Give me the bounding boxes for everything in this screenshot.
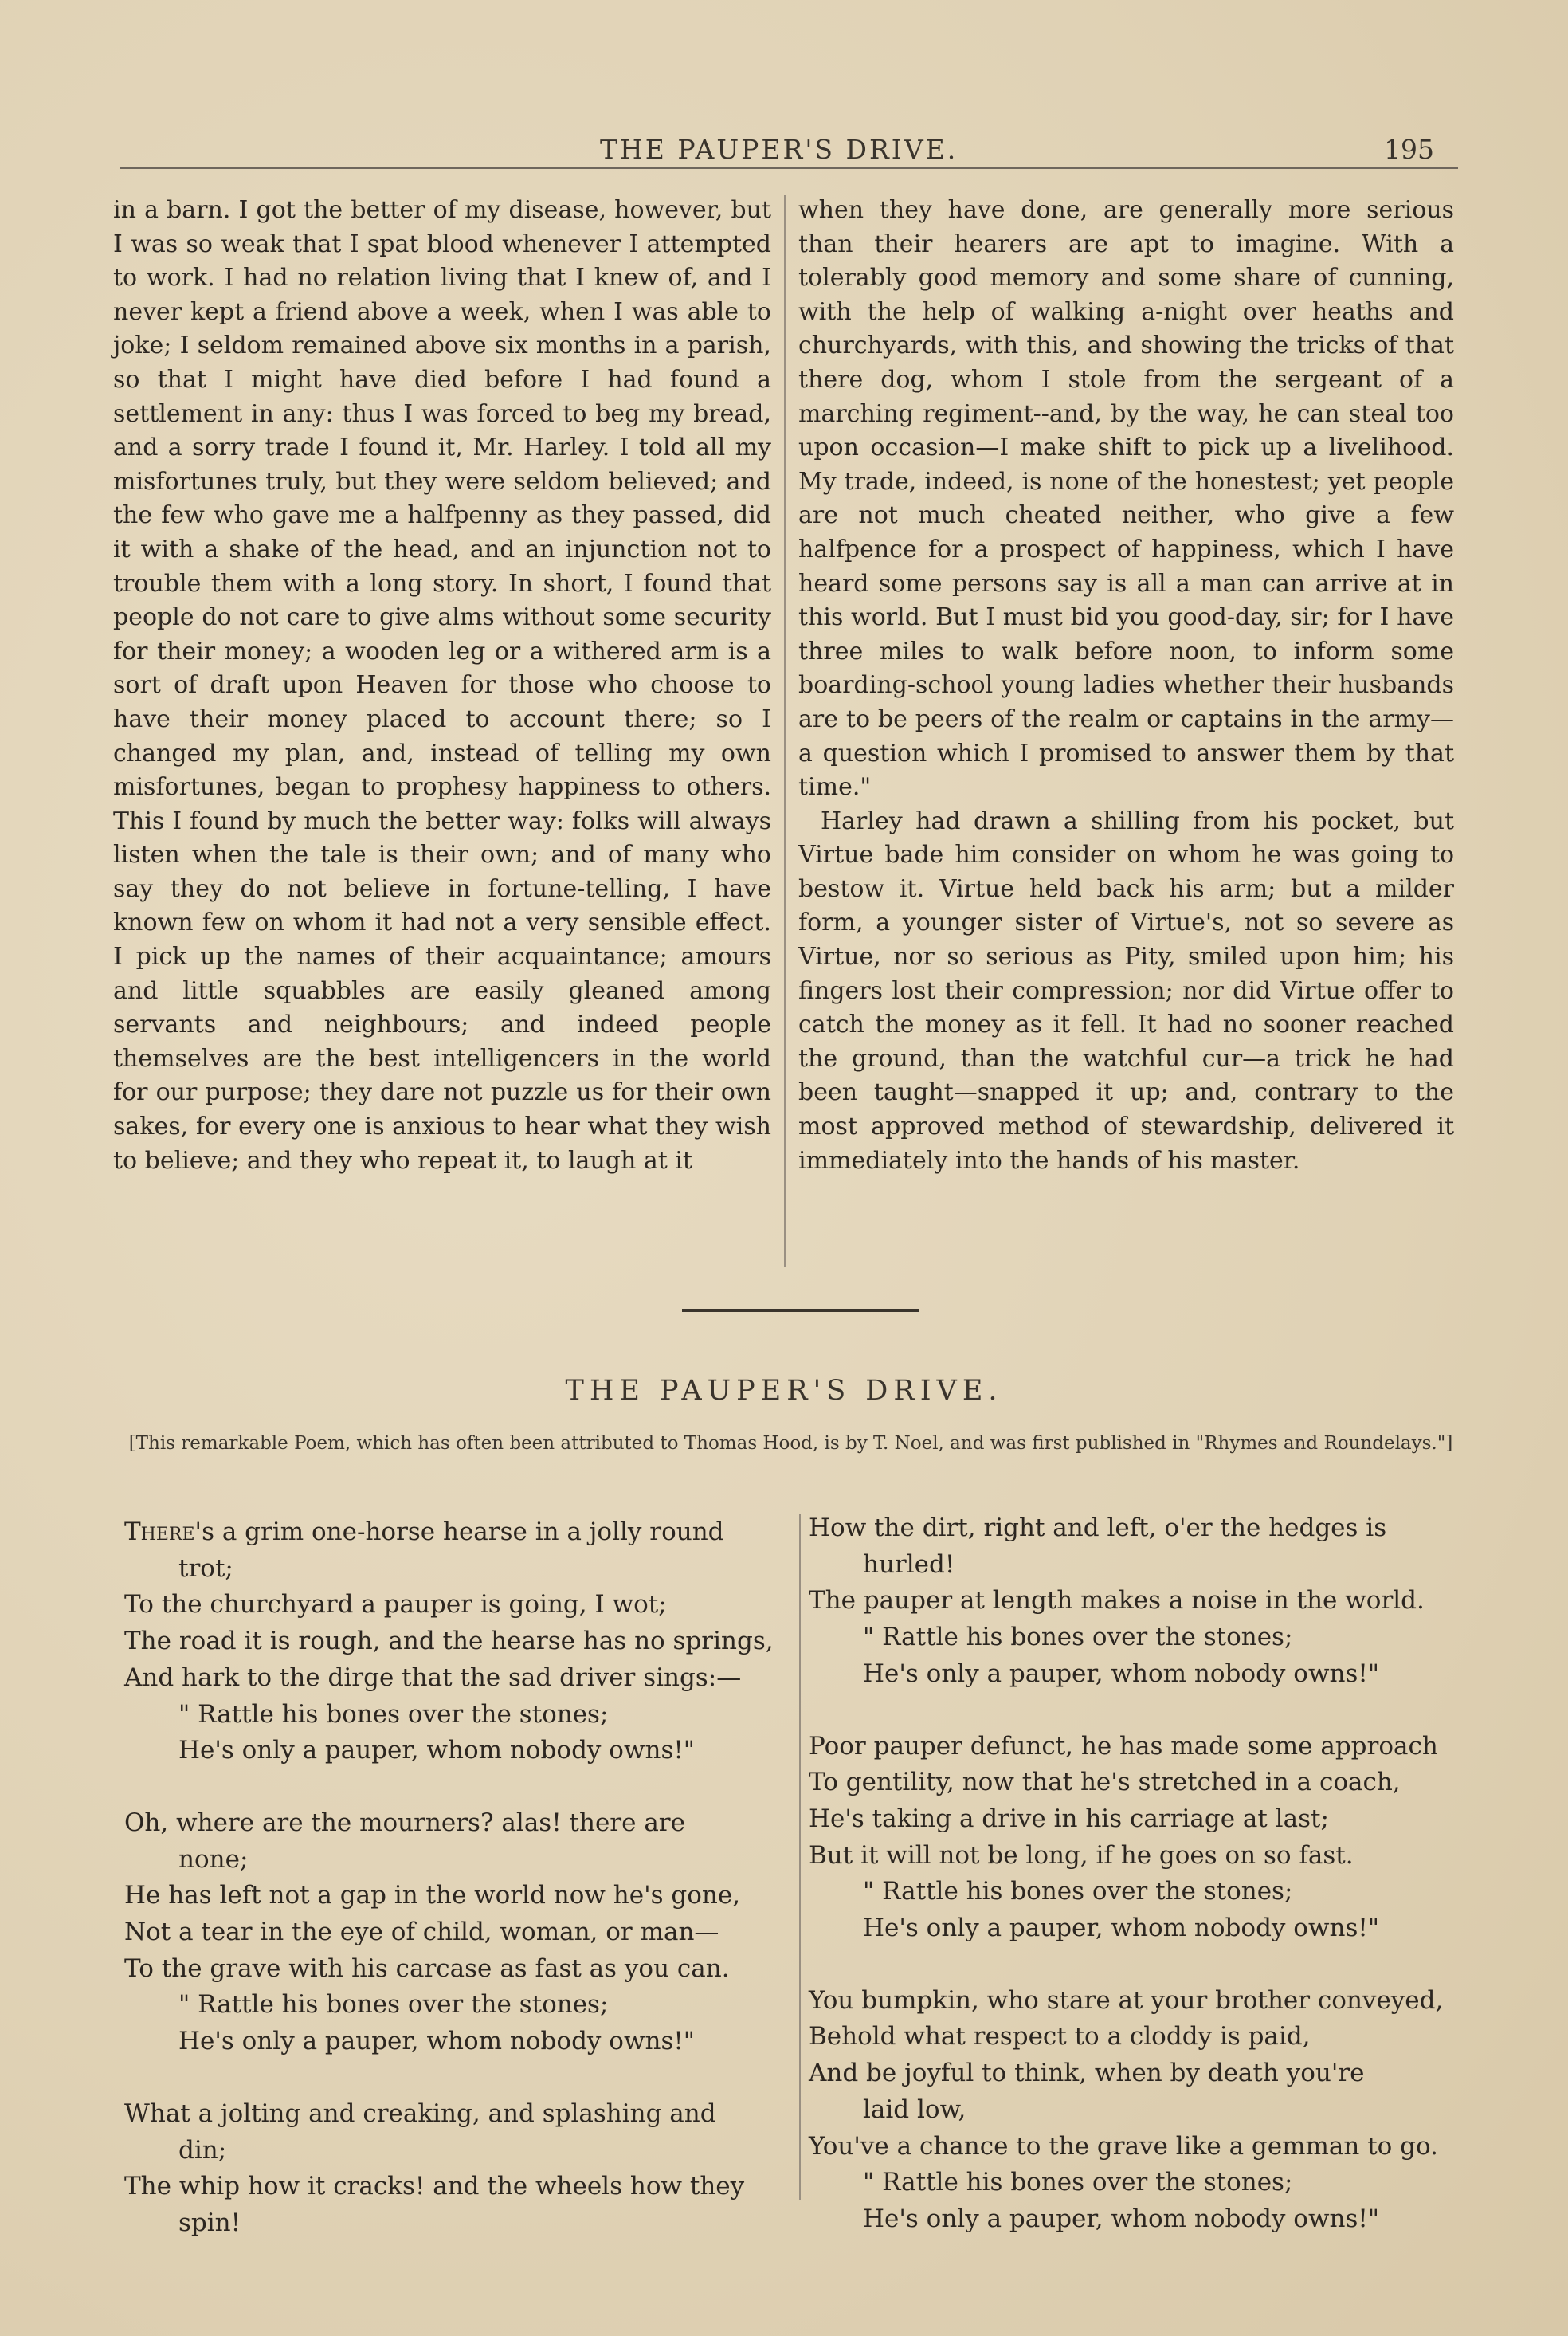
poem-line: laid low,	[863, 2095, 966, 2124]
running-title: THE PAUPER'S DRIVE.	[600, 134, 958, 165]
poem-line: trot;	[178, 1553, 233, 1583]
poem-line: And hark to the dirge that the sad driver sings:—	[124, 1663, 742, 1692]
poem-first-word: There	[124, 1517, 195, 1546]
poem-refrain: " Rattle his bones over the stones;	[178, 1990, 609, 2020]
poem-line: din;	[178, 2135, 227, 2165]
poem-refrain: He's only a pauper, whom nobody owns!"	[863, 1914, 1380, 1943]
column-divider	[784, 195, 786, 1267]
poem-line: And be joyful to think, when by death you're	[809, 2059, 1365, 2088]
poem-line: He's taking a drive in his carriage at last;	[809, 1804, 1329, 1833]
poem-line: There's a grim one-horse hearse in a jolly round	[124, 1517, 724, 1546]
poem-right-column	[809, 1510, 1462, 2238]
poem-line: He has left not a gap in the world now he's gone,	[124, 1881, 741, 1910]
poem-line: But it will not be long, if he goes on so fast.	[809, 1840, 1354, 1870]
story-right-column	[798, 194, 1454, 1178]
poem-line: hurled!	[863, 1549, 955, 1579]
page-number: 195	[1384, 134, 1434, 165]
poem-line: Poor pauper defunct, he has made some approach	[809, 1731, 1438, 1761]
poem-refrain: He's only a pauper, whom nobody owns!"	[178, 1736, 696, 1765]
poem-line: The road it is rough, and the hearse has no springs,	[124, 1627, 774, 1656]
poem-line: Oh, where are the mourners? alas! there are	[124, 1808, 685, 1837]
story-paragraph: when they have done, are generally more serious than their hearers are apt to imagine. With a tolerably good memory and some share of cunning, with the help of walking a-night over heaths and churchyards, with this, and showing the tricks of that there dog, whom I stole from the sergeant of a marching regiment--and, by the way, he can steal too upon occasion—I make shift to pick up a livelihood. My trade, indeed, is none of the honestest; yet people are not much cheated neither, who give a few halfpence for a prospect of happiness, which I have heard some persons say is all a man can arrive at in this world. But I must bid you good-day, sir; for I have three miles to walk before noon, to inform some boarding-school young ladies whether their husbands are to be peers of the realm or captains in the army—a question which I promised to answer them by that time."	[798, 196, 1454, 802]
poem-refrain: He's only a pauper, whom nobody owns!"	[178, 2027, 696, 2056]
section-rule-thick	[682, 1309, 919, 1312]
story-left-column	[113, 194, 771, 1178]
poem-line: The whip how it cracks! and the wheels how they	[124, 2172, 745, 2201]
poem-attribution-note: [This remarkable Poem, which has often been attributed to Thomas Hood, is by T. Noel, and was first published in "Rhymes and Roundelays."]	[128, 1433, 1453, 1454]
poem-line: To the grave with his carcase as fast as you can.	[124, 1953, 730, 1983]
poem-line: To gentility, now that he's stretched in a coach,	[809, 1768, 1401, 1797]
poem-refrain: He's only a pauper, whom nobody owns!"	[863, 2204, 1380, 2233]
poem-line: none;	[178, 1844, 249, 1874]
poem-title: THE PAUPER'S DRIVE.	[565, 1375, 1003, 1407]
poem-refrain: He's only a pauper, whom nobody owns!"	[863, 1659, 1380, 1688]
poem-left-column	[124, 1514, 778, 2242]
poem-line: Behold what respect to a cloddy is paid,	[809, 2022, 1311, 2051]
poem-column-divider	[799, 1514, 801, 2200]
poem-refrain: " Rattle his bones over the stones;	[863, 2168, 1293, 2197]
poem-line: You bumpkin, who stare at your brother conveyed,	[809, 1985, 1444, 2015]
poem-line: What a jolting and creaking, and splashing and	[124, 2098, 716, 2128]
poem-line: The pauper at length makes a noise in the world.	[809, 1586, 1425, 1616]
poem-line: spin!	[178, 2208, 241, 2237]
poem-line: Not a tear in the eye of child, woman, or man—	[124, 1918, 719, 1947]
poem-refrain: " Rattle his bones over the stones;	[863, 1877, 1293, 1906]
poem-refrain: " Rattle his bones over the stones;	[863, 1623, 1293, 1652]
poem-refrain: " Rattle his bones over the stones;	[178, 1699, 609, 1729]
story-paragraph: in a barn. I got the better of my disease, however, but I was so weak that I spat blood whenever I attempted to work. I had no relation living that I knew of, and I never kept a friend above a week, when I was able to joke; I seldom remained above six months in a parish, so that I might have died before I had found a settlement in any: thus I was forced to beg my bread, and a sorry trade I found it, Mr. Harley. I told all my misfortunes truly, but they were seldom believed; and the few who gave me a halfpenny as they passed, did it with a shake of the head, and an injunction not to trouble them with a long story. In short, I found that people do not care to give alms without some security for their money; a wooden leg or a withered arm is a sort of draft upon Heaven for those who choose to have their money placed to account there; so I changed my plan, and, instead of telling my own misfortunes, began to prophesy happiness to others. This I found by much the better way: folks will always listen when the tale is their own; and of many who say they do not believe in fortune-telling, I have known few on whom it had not a very sensible effect. I pick up the names of their acquaintance; amours and little squabbles are easily gleaned among servants and neighbours; and indeed people themselves are the best intelligencers in the world for our purpose; they dare not puzzle us for their own sakes, for every one is anxious to hear what they wish to believe; and they who repeat it, to laugh at it	[113, 196, 771, 1175]
poem-line: To the churchyard a pauper is going, I wot;	[124, 1590, 667, 1619]
story-paragraph: Harley had drawn a shilling from his pocket, but Virtue bade him consider on whom he was going to bestow it. Virtue held back his arm; but a milder form, a younger sister of Virtue's, not so severe as Virtue, nor so serious as Pity, smiled upon him; his fingers lost their compression; nor did Virtue offer to catch the money as it fell. It had no sooner reached the ground, than the watchful cur—a trick he had been taught—snapped it up; and, contrary to the most approved method of stewardship, delivered it immediately into the hands of his master.	[798, 807, 1454, 1175]
running-header	[120, 128, 1458, 169]
poem-line: How the dirt, right and left, o'er the hedges is	[809, 1513, 1387, 1542]
poem-line: You've a chance to the grave like a gemman to go.	[809, 2131, 1438, 2161]
